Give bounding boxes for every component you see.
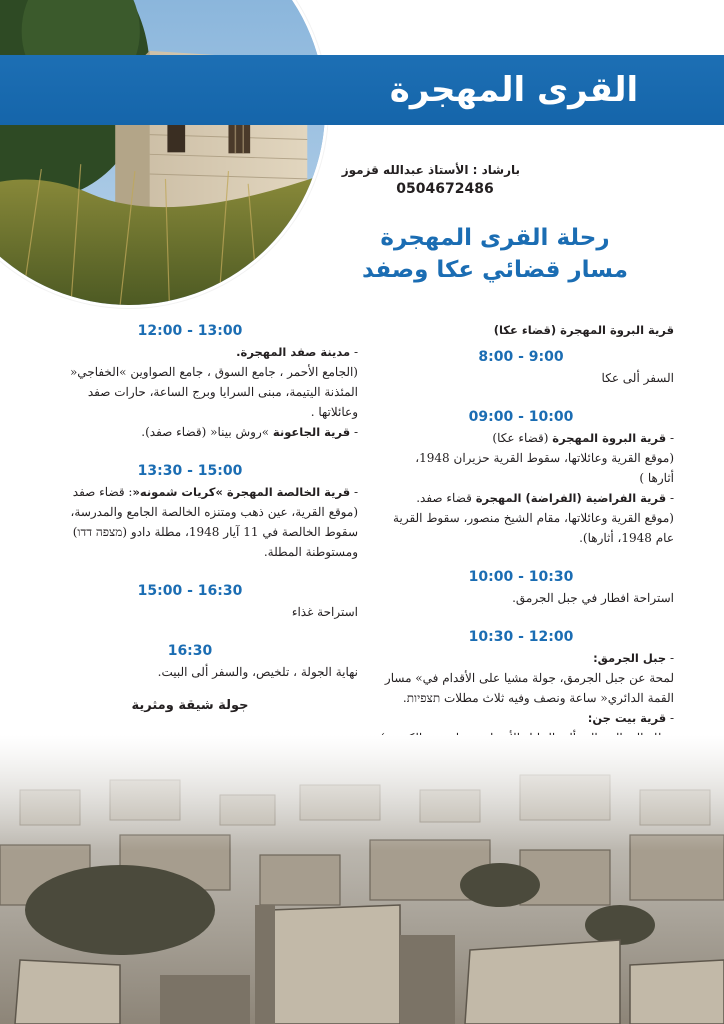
schedule-line: - قرية البروة المهجرة (قضاء عكا) [492,431,674,445]
guide-name: بارشاد : الأستاذ عبدالله قزموز [341,163,520,177]
time-slot: 8:00 - 9:00 [478,349,564,365]
schedule-line: - جبل الجرمق: [593,651,674,665]
schedule-line: - قرية الجاعونة »روش بينا« (قضاء صفد). [141,425,358,439]
schedule-line: القمة الدائري« ساعة ونصف وفيه ثلاث مطلات תצפיות. [402,691,674,705]
schedule-right-column [368,320,674,748]
title-band [0,55,724,125]
tagline: جولة شيقة ومثرية [131,698,249,713]
schedule-line: المئذنة اليتيمة، مبنى السرايا وبرج الساعة، حارات صفد [87,385,358,399]
guide-phone: 0504672486 [396,181,494,197]
schedule-line: (موقع القرية وعائلاتها، مقام الشيخ منصور، سقوط القرية [393,511,674,525]
page-title: القرى المهجرة [389,70,639,110]
intro-line: قرية البروة المهجرة (قضاء عكا) [493,323,674,337]
schedule-line: نهاية الجولة ، تلخيص، والسفر ألى البيت. [157,665,358,679]
ruins-photo [0,735,724,1024]
schedule-line: أثارها ) [639,471,674,485]
schedule-line: - قرية بيت جن: [587,711,674,725]
schedule-line: سقوط الخالصة في 11 آيار 1948، مطلة دادو (מצפה דדו) [72,525,358,539]
time-slot: 13:30 - 15:00 [137,463,243,479]
trip-title-line-1: رحلة القرى المهجرة [380,225,610,251]
time-slot: 12:00 - 13:00 [137,323,243,339]
schedule-line: عام 1948، أثارها). [579,531,674,545]
time-slot: 09:00 - 10:00 [468,409,574,425]
schedule-line: (الجامع الأحمر ، جامع السوق ، جامع الصواوين »الخفاجي« [69,365,358,379]
trip-title-line-2: مسار قضائي عكا وصفد [362,257,628,283]
schedule-line: - مدينة صفد المهجرة. [236,345,358,359]
schedule-left-column [22,320,358,713]
schedule-line: وعائلاتها . [310,405,358,419]
schedule-line: (موقع القرية وعائلاتها، سقوط القرية حزيران 1948، [415,451,674,465]
village-house-photo [0,0,328,308]
time-slot: 16:30 [167,643,213,659]
schedule-line: استراحة غذاء [291,605,358,619]
schedule-line: - قرية الخالصة المهجرة »كريات شمونه«: قضاء صفد [72,485,358,499]
time-slot: 10:30 - 12:00 [468,629,574,645]
schedule-line: - قرية الفراضية (الفراضة) المهجرة قضاء صفد. [416,491,674,505]
time-slot: 10:00 - 10:30 [468,569,574,585]
schedule-line: (موقع القرية، عين ذهب ومتنزه الخالصة الجامع والمدرسة، [70,505,358,519]
guide-info [341,160,520,198]
trip-title [330,222,660,286]
schedule-line: لمحة عن جبل الجرمق، جولة مشيا على الأقدام في» مسار [384,671,674,685]
schedule-line: السفر ألى عكا [601,371,674,385]
schedule-line: استراحة افطار في جبل الجرمق. [512,591,674,605]
schedule-line: ومستوطنة المطلة. [263,545,358,559]
time-slot: 15:00 - 16:30 [137,583,243,599]
